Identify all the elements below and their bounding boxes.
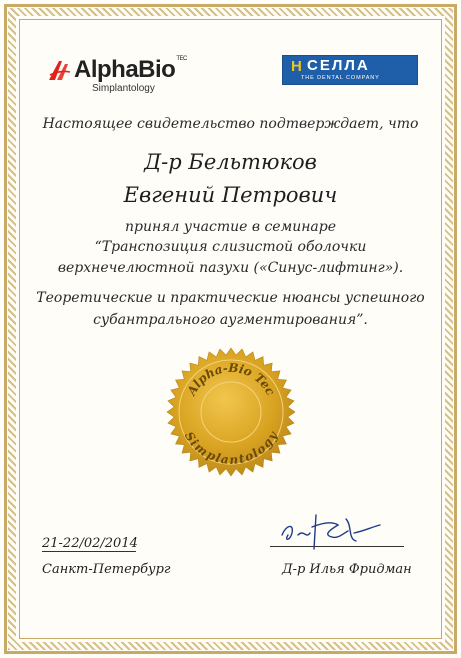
sella-tagline: THE DENTAL COMPANY: [301, 75, 380, 81]
date-underline: [42, 551, 136, 552]
seminar-title-line3: Теоретические и практические нюансы успешного: [36, 290, 425, 306]
signature: [276, 505, 386, 555]
seal-text-bottom: Simplantology: [181, 429, 281, 467]
alphabio-name-text: AlphaBio: [74, 56, 176, 83]
certificate-date: 21-22/02/2014: [42, 536, 138, 551]
recipient-name-line1: Д-р Бельтюков: [144, 150, 317, 174]
sella-logo: [282, 55, 418, 85]
sella-prefix: H: [291, 58, 302, 75]
recipient-name-line2: Евгений Петрович: [123, 183, 338, 207]
sella-name: СЕЛЛА: [307, 57, 370, 74]
signatory-name: Д-р Илья Фридман: [282, 562, 412, 577]
signature-line: [270, 546, 404, 547]
alphabio-superscript: TEC: [176, 56, 187, 62]
certificate-city: Санкт-Петербург: [42, 562, 171, 577]
seal-text-top: Alpha-Bio Tec: [184, 360, 278, 398]
seminar-title-line1: “Транспозиция слизистой оболочки: [94, 239, 367, 255]
participation-text: принял участие в семинаре: [124, 219, 337, 235]
alphabio-name: [74, 56, 187, 84]
alphabio-logo: [46, 54, 216, 100]
seminar-title-line4: субантрального аугментирования”.: [93, 312, 368, 328]
seminar-title-line2: верхнечелюстной пазухи («Синус-лифтинг»).: [57, 260, 404, 276]
alphabio-mark-icon: [46, 58, 72, 84]
gold-seal: [166, 347, 296, 477]
alphabio-subtitle: Simplantology: [92, 83, 155, 94]
confirms-text: Настоящее свидетельство подтверждает, что: [42, 116, 419, 132]
